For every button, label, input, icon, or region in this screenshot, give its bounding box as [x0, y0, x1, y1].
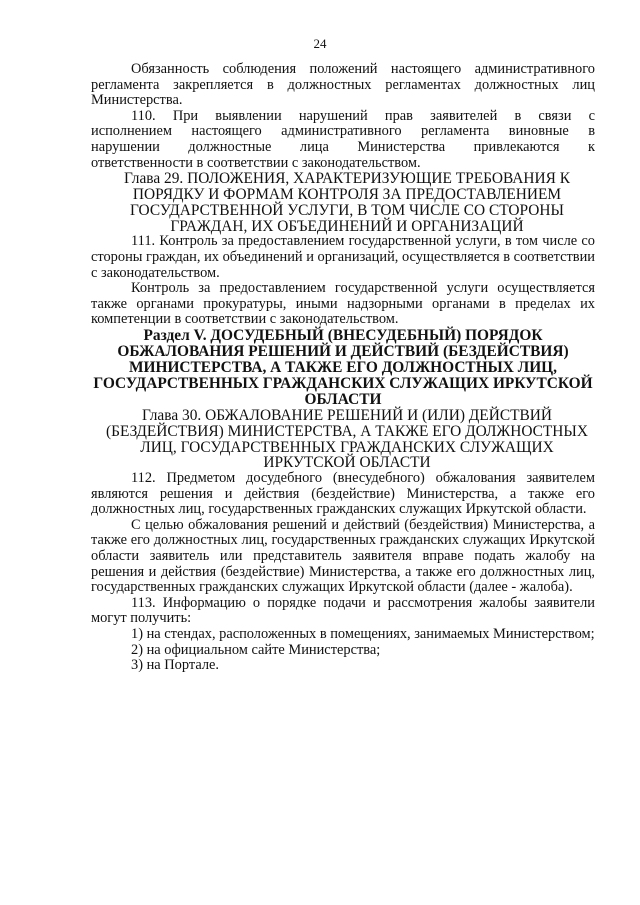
paragraph-110-line-1: 110. При выявлении нарушений прав заявителей в связи с: [131, 107, 595, 124]
paragraph-110-line-2: исполнением настоящего административного регламента виновные в: [91, 123, 595, 140]
page-number: 24: [313, 36, 327, 51]
chapter-30-heading: Глава 30. ОБЖАЛОВАНИЕ РЕШЕНИЙ И (ИЛИ) ДЕЙСТВИЙ (БЕЗДЕЙСТВИЯ) МИНИСТЕРСТВА, А ТАКЖЕ ЕГО ДОЛЖНОСТНЫХ ЛИЦ, ГОСУДАРСТВЕННЫХ ГРАЖДАНСКИХ СЛУЖАЩИХ ИРКУТСКОЙ ОБЛАСТИ: [106, 406, 588, 472]
paragraph-113-item-1: 1) на стендах, расположенных в помещениях, занимаемых Министерством;: [131, 626, 595, 643]
paragraph-113-item-3: 3) на Портале.: [131, 657, 220, 674]
paragraph-obligation: Обязанность соблюдения положений настоящего административного регламента закрепляется в должностных регламентах должностных лиц Министерства.: [91, 61, 595, 109]
paragraph-111-prosecution: Контроль за предоставлением государственной услуги осуществляется также органами прокуратуры, иными надзорными органами в пределах их компетенции в соответствии с законодательством.: [91, 280, 595, 328]
page-content: [91, 62, 595, 674]
paragraph-113-item-2: 2) на официальном сайте Министерства;: [131, 641, 381, 658]
paragraph-113: 113. Информацию о порядке подачи и рассмотрения жалобы заявители могут получить:: [91, 594, 595, 627]
paragraph-110-line-3: нарушении должностные лица Министерства привлекаются к: [91, 138, 595, 155]
paragraph-112: 112. Предметом досудебного (внесудебного) обжалования заявителем являются решения и действия (бездействие) Министерства, а также его должностных лиц, государственных гражданских служащих Иркутской области.: [91, 470, 595, 518]
paragraph-112-appeal: С целью обжалования решений и действий (бездействия) Министерства, а также его должностных лиц, государственных гражданских служащих Иркутской области заявитель или представитель заявителя вправе подать жалобу на решения и действия (бездействие) Министерства, а также его должностных лиц, государственных гражданских служащих Иркутской области (далее - жалоба).: [91, 516, 595, 596]
chapter-29-heading: Глава 29. ПОЛОЖЕНИЯ, ХАРАКТЕРИЗУЮЩИЕ ТРЕБОВАНИЯ К ПОРЯДКУ И ФОРМАМ КОНТРОЛЯ ЗА ПРЕДОСТАВЛЕНИЕМ ГОСУДАРСТВЕННОЙ УСЛУГИ, В ТОМ ЧИСЛЕ СО СТОРОНЫ ГРАЖДАН, ИХ ОБЪЕДИНЕНИЙ И ОРГАНИЗАЦИЙ: [124, 170, 570, 235]
paragraph-110-line-4: ответственности в соответствии с законодательством.: [91, 154, 421, 171]
section-5-heading: Раздел V. ДОСУДЕБНЫЙ (ВНЕСУДЕБНЫЙ) ПОРЯДОК ОБЖАЛОВАНИЯ РЕШЕНИЙ И ДЕЙСТВИЙ (БЕЗДЕЙСТВИЯ) МИНИСТЕРСТВА, А ТАКЖЕ ЕГО ДОЛЖНОСТНЫХ ЛИЦ, ГОСУДАРСТВЕННЫХ ГРАЖДАНСКИХ СЛУЖАЩИХ ИРКУТСКОЙ ОБЛАСТИ: [93, 326, 593, 408]
paragraph-111: 111. Контроль за предоставлением государственной услуги, в том числе со стороны граждан, их объединений и организаций, осуществляется в соответствии с законодательством.: [91, 233, 595, 281]
